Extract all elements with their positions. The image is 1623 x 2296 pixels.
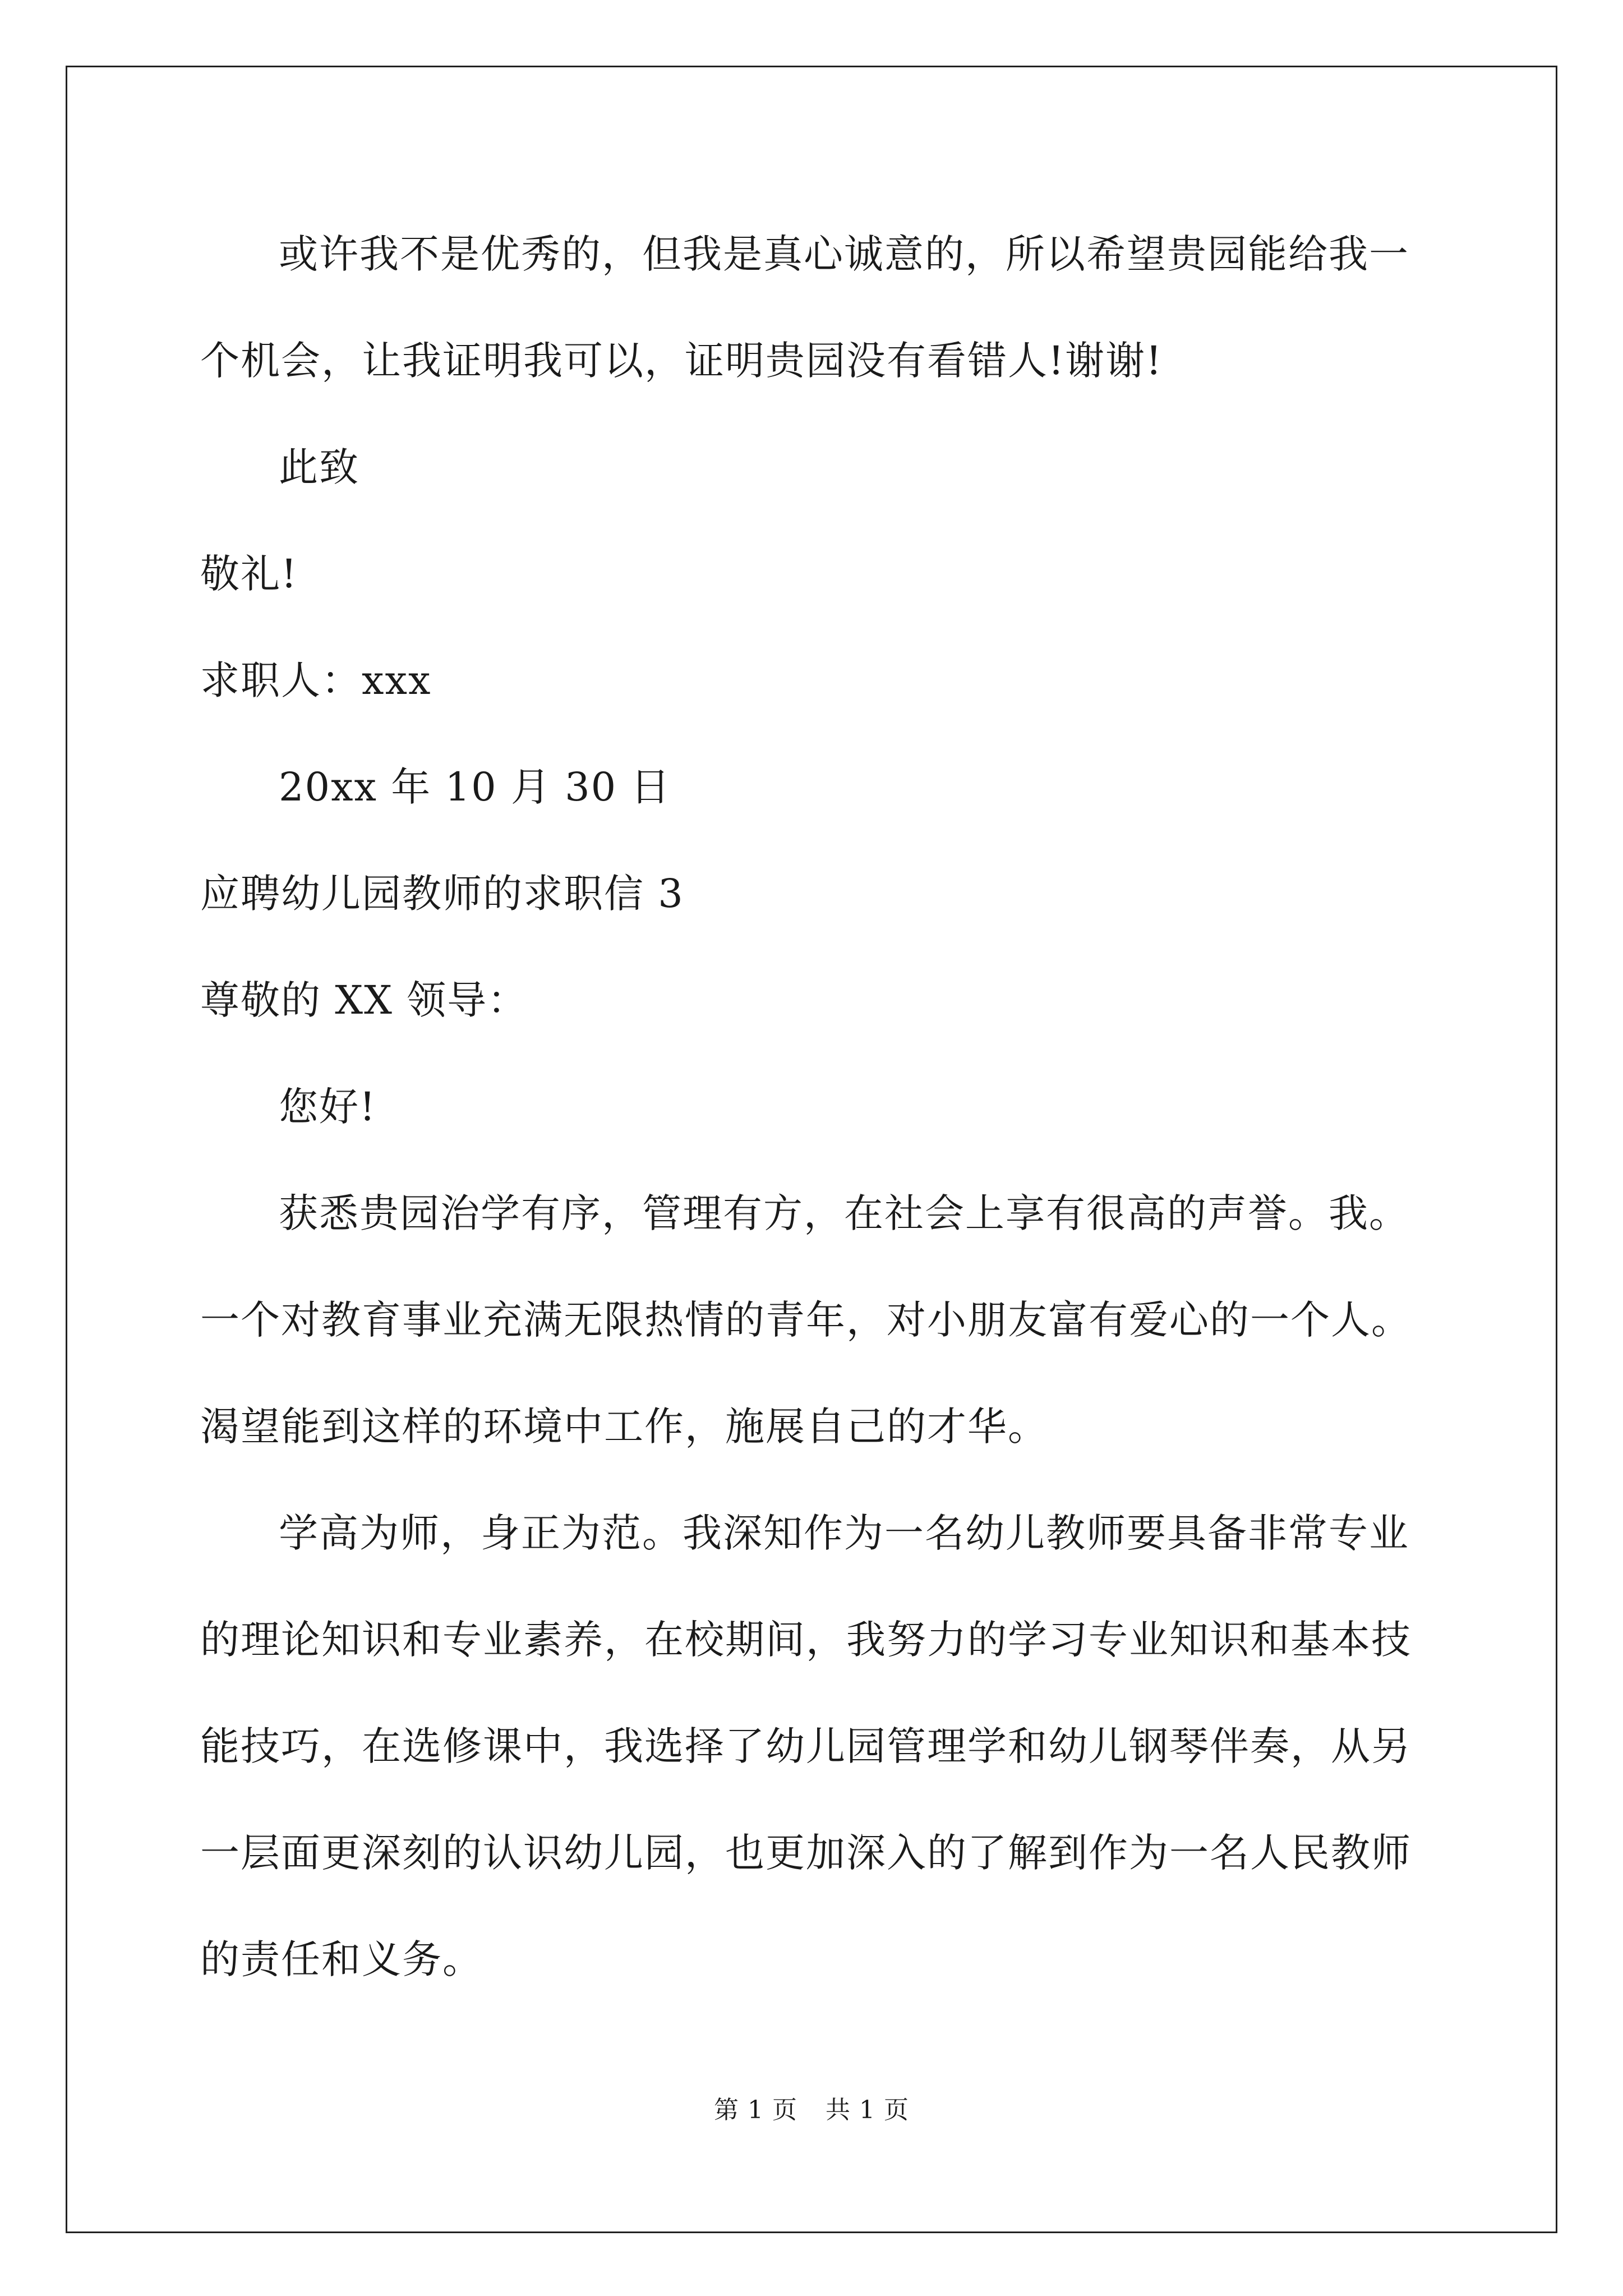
applicant-signature: 求职人：xxx (200, 657, 432, 703)
paragraph-line: 一个对教育事业充满无限热情的青年，对小朋友富有爱心的一个人。 (200, 1297, 1412, 1343)
page-number-current: 第 1 页 (714, 2096, 797, 2124)
page-footer (0, 2098, 1623, 2123)
paragraph-line: 渴望能到这样的环境中工作，施展自己的才华。 (200, 1404, 1048, 1450)
closing-regards: 敬礼! (200, 551, 298, 597)
paragraph-line: 或许我不是优秀的，但我是真心诚意的，所以希望贵园能给我一 (279, 231, 1409, 277)
paragraph-line: 学高为师，身正为范。我深知作为一名幼儿教师要具备非常专业 (279, 1510, 1409, 1556)
paragraph-line: 个机会，让我证明我可以，证明贵园没有看错人!谢谢! (200, 338, 1163, 384)
letter-addressee: 尊敬的 XX 领导： (200, 977, 528, 1023)
paragraph-line: 的理论知识和专业素养，在校期间，我努力的学习专业知识和基本技 (200, 1617, 1412, 1663)
page-number-total: 共 1 页 (826, 2096, 909, 2124)
paragraph-line: 获悉贵园治学有序，管理有方，在社会上享有很高的声誉。我。 (279, 1190, 1409, 1236)
section-title: 应聘幼儿园教师的求职信 3 (200, 871, 684, 917)
closing-salutation: 此致 (279, 444, 359, 490)
paragraph-line: 能技巧，在选修课中，我选择了幼儿园管理学和幼儿钢琴伴奏，从另 (200, 1723, 1412, 1769)
letter-date: 20xx 年 10 月 30 日 (279, 764, 671, 810)
page-border (66, 66, 1557, 2233)
paragraph-line: 的责任和义务。 (200, 1936, 483, 1982)
paragraph-line: 一层面更深刻的认识幼儿园，也更加深入的了解到作为一名人民教师 (200, 1830, 1412, 1876)
letter-greeting: 您好! (279, 1084, 377, 1130)
